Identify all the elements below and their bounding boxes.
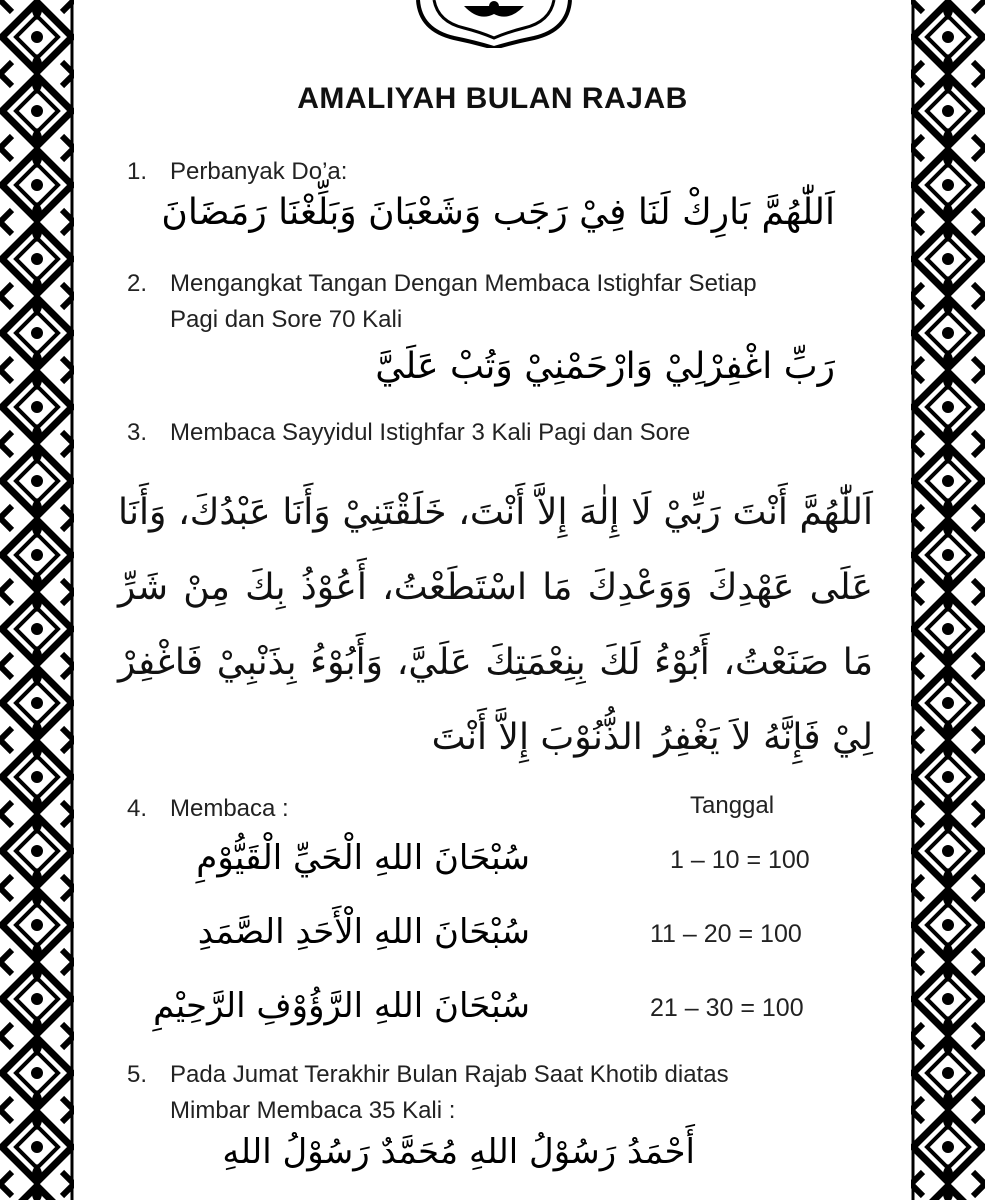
ornamental-border-right [911, 0, 985, 1200]
arabic-prayer: اَللّٰهُمَّ بَارِكْ لَنَا فِيْ رَجَب وَشَعْبَانَ وَبَلِّغْنَا رَمَضَانَ [161, 192, 835, 233]
page-title: AMALIYAH BULAN RAJAB [297, 82, 688, 115]
ornament-pattern-icon [911, 0, 985, 1200]
arabic-tasbih: سُبْحَانَ اللهِ الرَّؤُوْفِ الرَّحِيْمِ [153, 986, 530, 1026]
item-text-line2: Pagi dan Sore 70 Kali [170, 306, 403, 333]
arabic-tasbih: سُبْحَانَ اللهِ الْحَيِّ الْقَيُّوْمِ [196, 838, 530, 878]
ornament-pattern-icon [0, 0, 74, 1200]
arabic-istighfar: رَبِّ اغْفِرْلِيْ وَارْحَمْنِيْ وَتُبْ عَلَيَّ [375, 346, 835, 387]
date-range: 21 – 30 = 100 [650, 994, 804, 1022]
item-number: 5. [127, 1061, 148, 1088]
item-text: Membaca Sayyidul Istighfar 3 Kali Pagi dan Sore [170, 419, 691, 446]
date-range: 1 – 10 = 100 [670, 846, 810, 874]
ornamental-border-left [0, 0, 74, 1200]
item-text-line1: Pada Jumat Terakhir Bulan Rajab Saat Khotib diatas [170, 1061, 729, 1088]
tanggal-label: Tanggal [690, 792, 775, 819]
item-number: 2. [127, 270, 148, 297]
item-number: 3. [127, 419, 148, 446]
item-text-line2: Mimbar Membaca 35 Kali : [170, 1097, 456, 1124]
arabic-tasbih: سُبْحَانَ اللهِ الْأَحَدِ الصَّمَدِ [197, 912, 530, 952]
item-number: 1. [127, 158, 148, 185]
item-text: Membaca : [170, 795, 289, 822]
item-number: 4. [127, 795, 148, 822]
arabic-sholawat: أَحْمَدُ رَسُوْلُ اللهِ مُحَمَّدٌ رَسُوْلُ اللهِ [222, 1132, 695, 1172]
emblem-icon [414, 0, 574, 48]
arabic-sayyidul-istighfar: اَللّٰهُمَّ أَنْتَ رَبِّيْ لَا إِلٰهَ إِلاَّ أَنْتَ، خَلَقْتَنِيْ وَأَنَا عَبْدُكَ، وَأَنَا عَلَى عَهْدِكَ وَوَعْدِكَ مَا اسْتَطَعْتُ، أَعُوْذُ بِكَ مِنْ شَرِّ مَا صَنَعْتُ، أَبُوْءُ لَكَ بِنِعْمَتِكَ عَلَيَّ، وَأَبُوْءُ بِذَنْبِيْ فَاغْفِرْ لِيْ فَإِنَّهُ لاَ يَغْفِرُ الذُّنُوْبَ إِلاَّ أَنْتَ [118, 492, 873, 758]
date-range: 11 – 20 = 100 [650, 920, 802, 948]
item-text: Perbanyak Do’a: [170, 158, 348, 185]
item-text-line1: Mengangkat Tangan Dengan Membaca Istighfar Setiap [170, 270, 757, 297]
